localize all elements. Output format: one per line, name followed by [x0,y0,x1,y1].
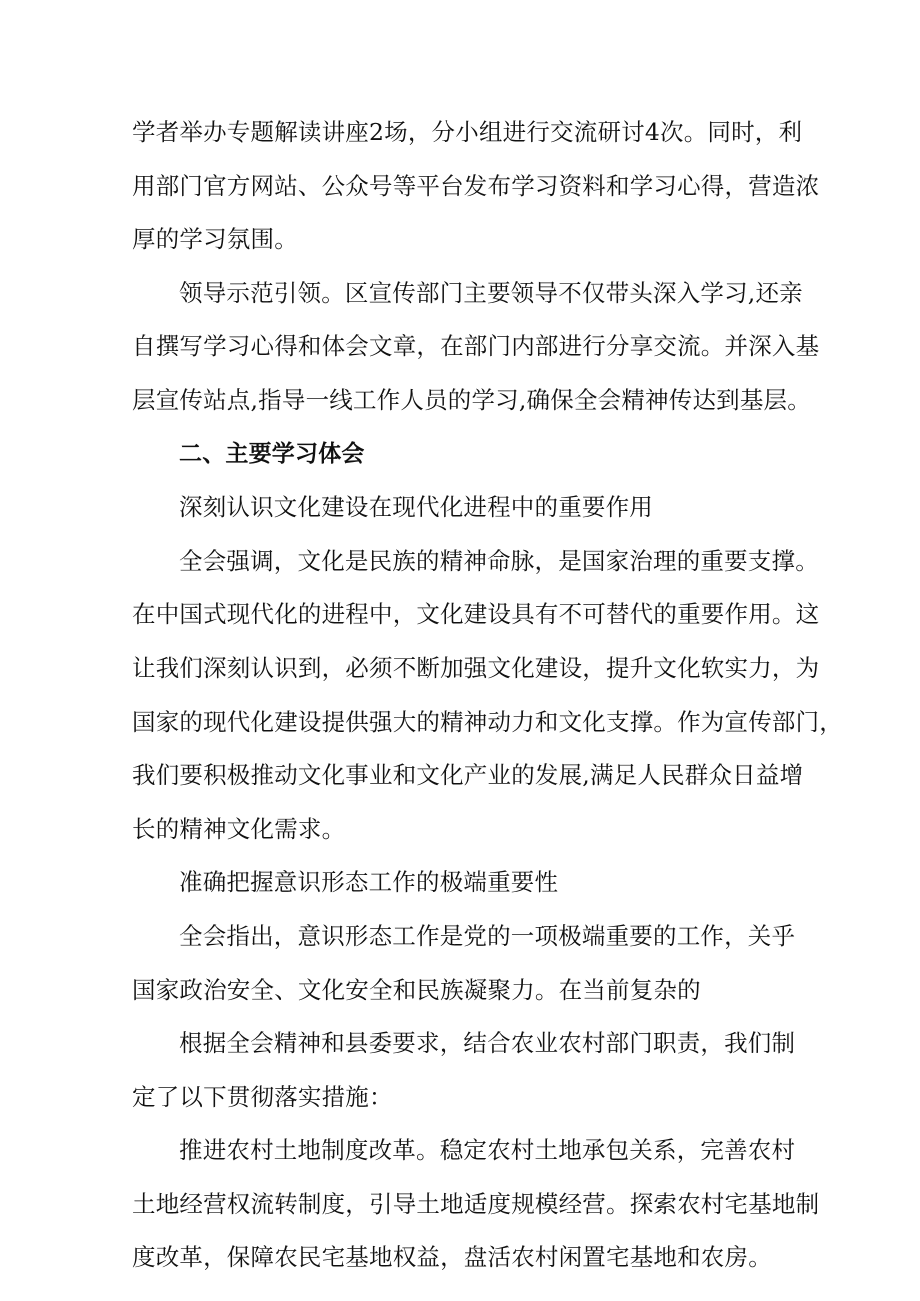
text-line: 准确把握意识形态工作的极端重要性 [179,868,559,897]
text-line: 深刻认识文化建设在现代化进程中的重要作用 [179,493,653,522]
text-line: 土地经营权流转制度，引导土地适度规模经营。探索农村宅基地制 [132,1189,820,1218]
text-line: 国家政治安全、文化安全和民族凝聚力。在当前复杂的 [132,975,701,1004]
text-line: 在中国式现代化的进程中，文化建设具有不可替代的重要作用。这 [132,600,820,629]
text-line: 定了以下贯彻落实措施： [132,1082,393,1111]
section-heading: 二、主要学习体会 [179,440,365,467]
text-line: 学者举办专题解读讲座2场，分小组进行交流研讨4次。同时，利 [132,118,803,146]
text-line: 我们要积极推动文化事业和文化产业的发展,满足人民群众日益增 [132,761,804,790]
text-line: 全会强调，文化是民族的精神命脉，是国家治理的重要支撑。 [179,546,819,575]
text-line: 让我们深刻认识到，必须不断加强文化建设，提升文化软实力，为 [132,653,820,682]
text-line: 厚的学习氛围。 [132,225,298,254]
text-line: 自撰写学习心得和体会文章，在部门内部进行分享交流。并深入基 [132,332,820,361]
text-line: 根据全会精神和县委要求，结合农业农村部门职责，我们制 [179,1029,796,1058]
text-line: 用部门官方网站、公众号等平台发布学习资料和学习心得，营造浓 [132,171,820,200]
text-line: 领导示范引领。区宣传部门主要领导不仅带头深入学习,还亲 [179,278,803,307]
text-line: 全会指出，意识形态工作是党的一项极端重要的工作，关乎 [179,921,796,950]
text-line: 层宣传站点,指导一线工作人员的学习,确保全会精神传达到基层。 [132,385,811,414]
text-line: 国家的现代化建设提供强大的精神动力和文化支撑。作为宣传部门， [132,707,843,736]
text-line: 度改革，保障农民宅基地权益，盘活农村闲置宅基地和农房。 [132,1243,772,1272]
text-line: 推进农村土地制度改革。稳定农村土地承包关系，完善农村 [179,1136,796,1165]
text-line: 长的精神文化需求。 [132,814,346,843]
document-body [132,112,843,1291]
